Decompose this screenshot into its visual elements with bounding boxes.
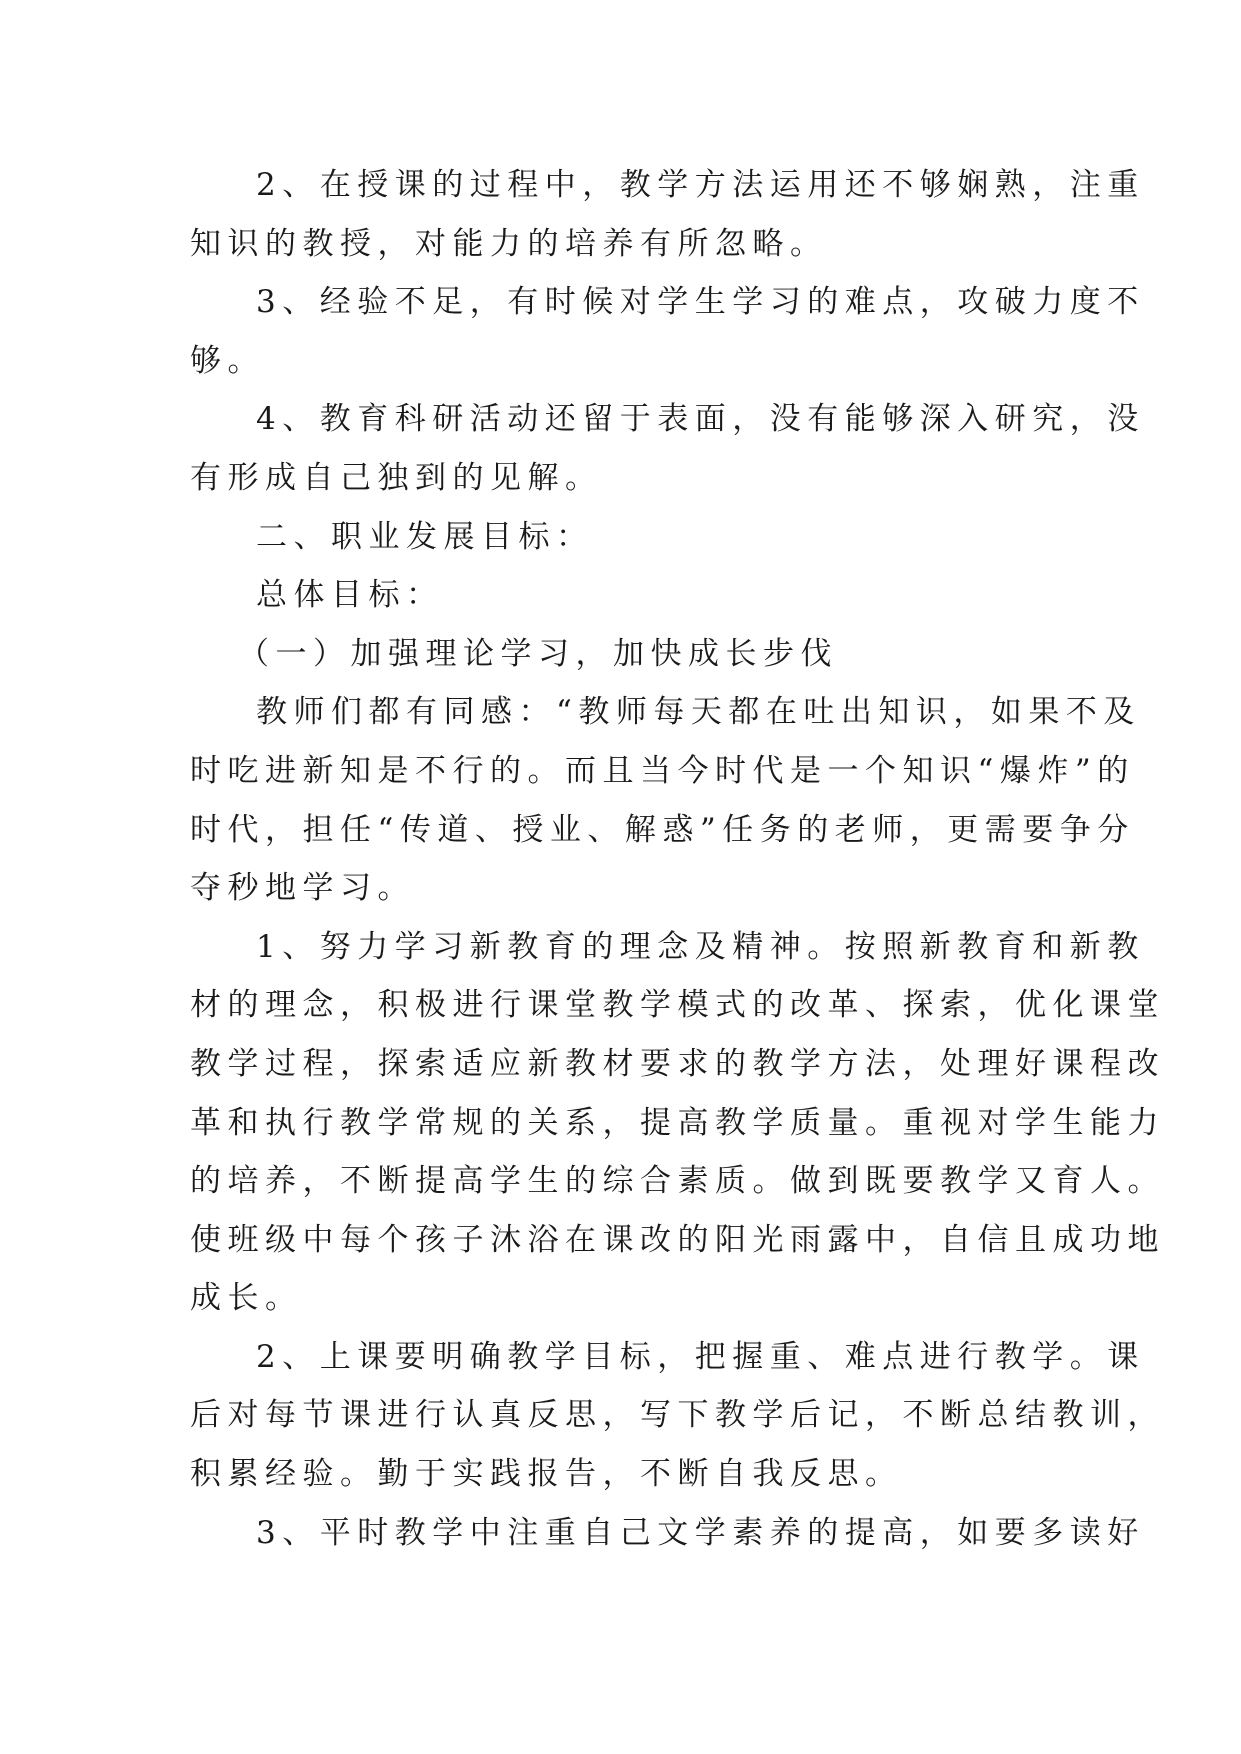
list-item-4-line-1: 4、教育科研活动还留于表面，没有能够深入研究，没 — [256, 401, 1145, 438]
paragraph-line: 时吃进新知是不行的。而且当今时代是一个知识“爆炸”的 — [190, 752, 1135, 789]
list-item-4-line-2: 有形成自己独到的见解。 — [190, 459, 603, 496]
list-item-2-line-1: 2、在授课的过程中，教学方法运用还不够娴熟，注重 — [256, 167, 1145, 203]
paragraph-line: 使班级中每个孩子沐浴在课改的阳光雨露中，自信且成功地 — [190, 1221, 1165, 1258]
paragraph-line: 教学过程，探索适应新教材要求的教学方法，处理好课程改 — [190, 1045, 1165, 1082]
subsection-heading: 总体目标： — [256, 577, 444, 614]
paragraph-line: 时代，担任“传道、授业、解惑”任务的老师，更需要争分 — [190, 811, 1135, 848]
list-item-3-line-2: 够。 — [190, 342, 265, 379]
paragraph-line: 2、上课要明确教学目标，把握重、难点进行教学。课 — [256, 1338, 1145, 1375]
paragraph-line: 教师们都有同感：“教师每天都在吐出知识，如果不及 — [256, 694, 1141, 731]
section-heading: 二、职业发展目标： — [256, 518, 594, 555]
paragraph-line: 成长。 — [190, 1280, 303, 1317]
subheading-one: （一）加强理论学习，加快成长步伐 — [238, 635, 838, 672]
paragraph-line: 革和执行教学常规的关系，提高教学质量。重视对学生能力 — [190, 1104, 1165, 1141]
paragraph-line: 积累经验。勤于实践报告，不断自我反思。 — [190, 1456, 903, 1493]
paragraph-line: 1、努力学习新教育的理念及精神。按照新教育和新教 — [256, 928, 1145, 965]
list-item-2-line-2: 知识的教授，对能力的培养有所忽略。 — [190, 225, 828, 262]
paragraph-line: 后对每节课进行认真反思，写下教学后记，不断总结教训， — [190, 1397, 1165, 1434]
paragraph-line: 3、平时教学中注重自己文学素养的提高，如要多读好 — [256, 1514, 1145, 1551]
paragraph-line: 材的理念，积极进行课堂教学模式的改革、探索，优化课堂 — [190, 987, 1165, 1024]
list-item-3-line-1: 3、经验不足，有时候对学生学习的难点，攻破力度不 — [256, 284, 1145, 321]
document-body — [190, 156, 1165, 1562]
paragraph-line: 夺秒地学习。 — [190, 870, 415, 907]
paragraph-line: 的培养，不断提高学生的综合素质。做到既要教学又育人。 — [190, 1163, 1165, 1200]
